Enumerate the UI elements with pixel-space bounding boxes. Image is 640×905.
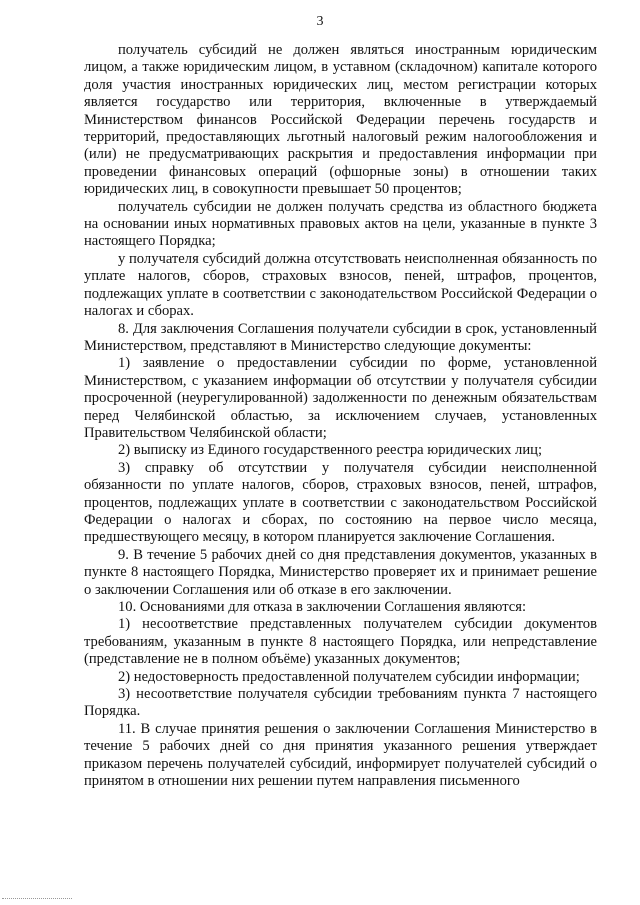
paragraph-item-10-1: 1) несоответствие представленных получателем субсидии документов требованиям, указанным в пункте 8 настоящего Порядка, или непредставление (представление не в полном объёме) указанных документов; <box>84 616 597 668</box>
paragraph-item-8-2: 2) выписку из Единого государственного реестра юридических лиц; <box>118 442 543 459</box>
paragraph-foreign-entity-requirement: получатель субсидий не должен являться иностранным юридическим лицом, а также юридическим лицом, в уставном (складочном) капитале которого доля участия иностранных юридических лиц, местом регистрации которых является государство или территория, включенные в утверждаемый Министерством финансов Российской Федерации перечень государств и территорий, предоставляющих льготный налоговый режим налогообложения и (или) не предусматривающих раскрытия и предоставления информации при проведении финансовых операций (офшорные зоны) в отношении таких юридических лиц, в совокупности превышает 50 процентов; <box>84 42 597 198</box>
paragraph-item-9: 9. В течение 5 рабочих дней со дня представления документов, указанных в пункте 8 настоящего Порядка, Министерство проверяет их и принимает решение о заключении Соглашения или об отказе в его заключении. <box>84 546 597 598</box>
scan-edge-mark <box>2 897 72 899</box>
paragraph-no-tax-debt: у получателя субсидий должна отсутствовать неисполненная обязанность по уплате налогов, сборов, страховых взносов, пеней, штрафов, процентов, подлежащих уплате в соответствии с законодательством Российской Федерации о налогах и сборах. <box>84 250 597 320</box>
paragraph-item-10: 10. Основаниями для отказа в заключении Соглашения являются: <box>118 599 527 615</box>
document-body <box>84 42 597 790</box>
paragraph-item-10-2: 2) недостоверность предоставленной получателем субсидии информации; <box>118 668 580 685</box>
page-number: 3 <box>316 14 324 29</box>
paragraph-item-10-3: 3) несоответствие получателя субсидии требованиям пункта 7 настоящего Порядка. <box>84 686 597 720</box>
paragraph-item-11: 11. В случае принятия решения о заключении Соглашения Министерство в течение 5 рабочих дней со дня принятия указанного решения утверждает приказом перечень получателей субсидий, информирует получателей субсидий о принятом в отношении них решении путем направления письменного <box>84 720 597 790</box>
paragraph-no-other-funding: получатель субсидии не должен получать средства из областного бюджета на основании иных нормативных правовых актов на цели, указанные в пункте 3 настоящего Порядка; <box>84 198 597 250</box>
paragraph-item-8-1: 1) заявление о предоставлении субсидии по форме, установленной Министерством, с указанием информации об отсутствии у получателя субсидии просроченной (неурегулированной) задолженности по денежным обязательствам перед Челябинской областью, за исключением случаев, установленных Правительством Челябинской области; <box>84 355 597 441</box>
paragraph-item-8-3: 3) справку об отсутствии у получателя субсидии неисполненной обязанности по уплате налогов, сборов, страховых взносов, пеней, штрафов, процентов, подлежащих уплате в соответствии с законодательством Российской Федерации о налогах и сборах, по состоянию на первое число месяца, предшествующего месяцу, в котором планируется заключение Соглашения. <box>84 459 597 546</box>
paragraph-item-8: 8. Для заключения Соглашения получатели субсидии в срок, установленный Министерством, представляют в Министерство следующие документы: <box>84 320 597 354</box>
